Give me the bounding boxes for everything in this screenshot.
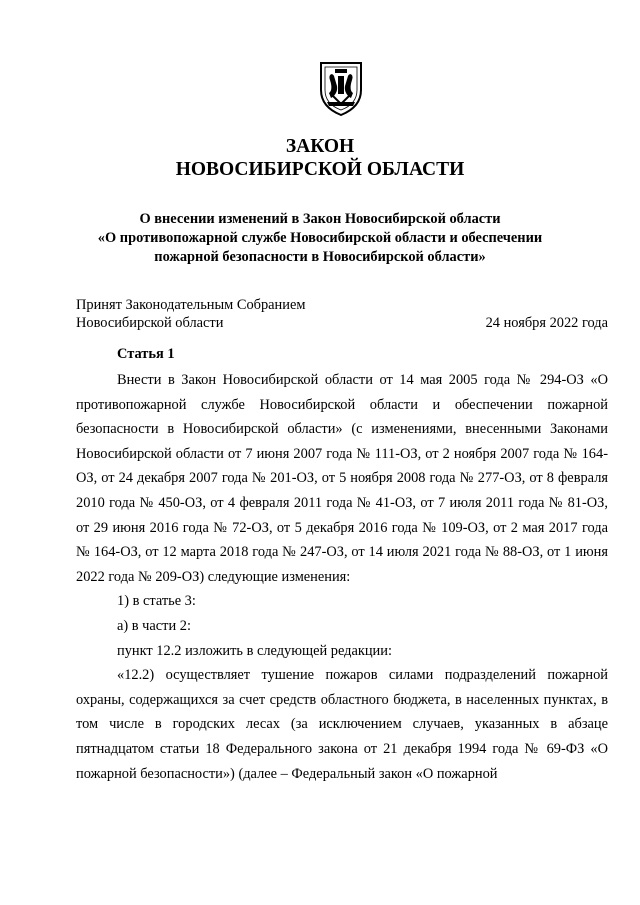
law-subtitle [60, 210, 580, 267]
subtitle-line: «О противопожарной службе Новосибирской области и обеспечении [97, 230, 543, 246]
article-body [76, 368, 608, 786]
article-heading: Статья 1 [117, 346, 175, 362]
adoption-line: Принят Законодательным Собранием [76, 297, 306, 313]
paragraph: а) в части 2: [117, 617, 191, 634]
adoption-block [76, 296, 608, 332]
coat-of-arms-icon [317, 60, 365, 116]
adoption-line: Новосибирской области [76, 315, 224, 331]
paragraph: 1) в статье 3: [117, 593, 196, 610]
law-region: НОВОСИБИРСКОЙ ОБЛАСТИ [175, 159, 465, 180]
adoption-date: 24 ноября 2022 года [485, 315, 608, 331]
subtitle-line: пожарной безопасности в Новосибирской области» [154, 249, 486, 265]
paragraph: пункт 12.2 изложить в следующей редакции: [117, 642, 392, 659]
paragraph: «12.2) осуществляет тушение пожаров силами подразделений пожарной охраны, содержащихся за счет средств областного бюджета, в населенных пунктах, в том числе в городских лесах (за исключением случаев, указанных в абзаце пятнадцатом статьи 18 Федерального закона от 21 декабря 1994 года № 69-ФЗ «О пожарной безопасности») (далее – Федеральный закон «О пожарной [76, 667, 608, 782]
law-title: ЗАКОН [285, 136, 355, 157]
paragraph: Внести в Закон Новосибирской области от 14 мая 2005 года № 294-ОЗ «О противопожарной службе Новосибирской области и обеспечении пожарной безопасности в Новосибирской области» (с изменениями, внесенными Законами Новосибирской области от 7 июня 2007 года № 111-ОЗ, от 2 ноября 2007 года № 164-ОЗ, от 24 декабря 2007 года № 201-ОЗ, от 5 ноября 2008 года № 277-ОЗ, от 8 февраля 2010 года № 450-ОЗ, от 4 февраля 2011 года № 41-ОЗ, от 7 июля 2011 года № 81-ОЗ, от 29 июня 2016 года № 72-ОЗ, от 5 декабря 2016 года № 109-ОЗ, от 2 мая 2017 года № 164-ОЗ, от 12 марта 2018 года № 247-ОЗ, от 14 июля 2021 года № 88-ОЗ, от 1 июня 2022 года № 209-ОЗ) следующие изменения: [76, 372, 608, 585]
subtitle-line: О внесении изменений в Закон Новосибирской области [139, 211, 501, 227]
